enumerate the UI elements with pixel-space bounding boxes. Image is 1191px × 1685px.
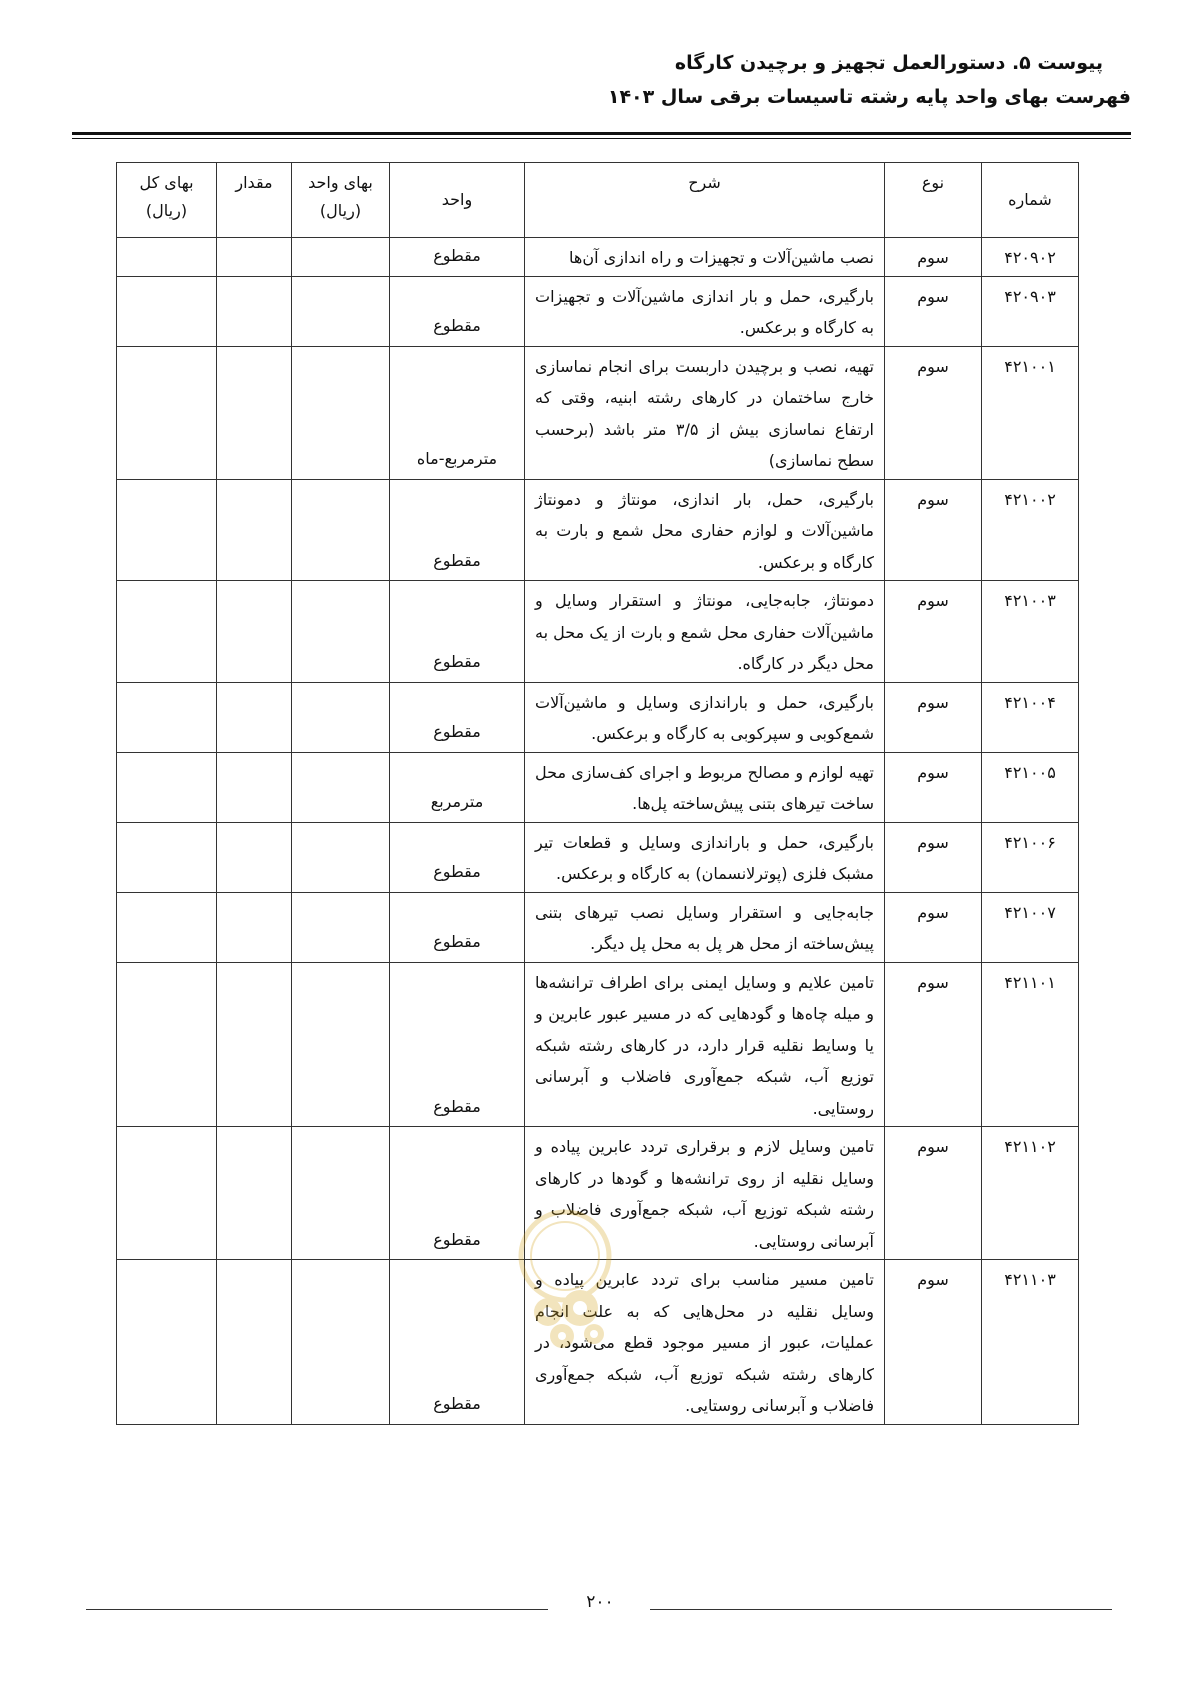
item-description: بارگیری، حمل و بار اندازی ماشین‌آلات و تجهیزات به کارگاه و برعکس. bbox=[525, 276, 885, 346]
item-total-price bbox=[117, 238, 217, 277]
table-row bbox=[117, 479, 1079, 581]
page-header bbox=[72, 48, 1131, 112]
page-number: ۲۰۰ bbox=[586, 1592, 614, 1612]
item-unit-price bbox=[292, 822, 390, 892]
item-unit: مقطوع bbox=[390, 822, 525, 892]
item-unit: مقطوع bbox=[390, 1127, 525, 1260]
item-quantity bbox=[217, 479, 292, 581]
item-unit: مترمربع bbox=[390, 752, 525, 822]
footer-rule-right bbox=[650, 1609, 1112, 1610]
header-unit: واحد bbox=[390, 163, 525, 238]
header-total-price: بهای کل (ریال) bbox=[117, 163, 217, 238]
item-unit-price bbox=[292, 238, 390, 277]
header-rule-thin bbox=[72, 138, 1131, 139]
item-description: تامین علایم و وسایل ایمنی برای اطراف ترانشه‌ها و میله چاه‌ها و گودهایی که در مسیر عبور عابرین و یا وسایط نقلیه قرار دارد، در کارهای رشته شبکه توزیع آب، شبکه جمع‌آوری فاضلاب و آبرسانی روستایی. bbox=[525, 962, 885, 1127]
item-unit-price bbox=[292, 752, 390, 822]
item-total-price bbox=[117, 892, 217, 962]
item-description: تامین مسیر مناسب برای تردد عابرین پیاده و وسایل نقلیه در محل‌هایی که به علت انجام عملیات، عبور از مسیر موجود قطع می‌شود، در کارهای رشته شبکه توزیع آب، شبکه جمع‌آوری فاضلاب و آبرسانی روستایی. bbox=[525, 1260, 885, 1425]
item-description: تهیه لوازم و مصالح مربوط و اجرای کف‌سازی محل ساخت تیرهای بتنی پیش‌ساخته پل‌ها. bbox=[525, 752, 885, 822]
item-quantity bbox=[217, 1127, 292, 1260]
item-description: تامین وسایل لازم و برقراری تردد عابرین پیاده و وسایل نقلیه از روی ترانشه‌ها و گودها در کارهای رشته شبکه توزیع آب، شبکه جمع‌آوری فاضلاب و آبرسانی روستایی. bbox=[525, 1127, 885, 1260]
item-unit: مقطوع bbox=[390, 276, 525, 346]
item-type: سوم bbox=[885, 682, 982, 752]
table-row bbox=[117, 238, 1079, 277]
header-type: نوع bbox=[885, 163, 982, 238]
item-unit: مقطوع bbox=[390, 682, 525, 752]
item-description: بارگیری، حمل و باراندازی وسایل و قطعات تیر مشبک فلزی (پوترلانسمان) به کارگاه و برعکس. bbox=[525, 822, 885, 892]
header-description: شرح bbox=[525, 163, 885, 238]
document-title: فهرست بهای واحد پایه رشته تاسیسات برقی سال ۱۴۰۳ bbox=[607, 86, 1131, 108]
item-unit-price bbox=[292, 479, 390, 581]
item-description: دمونتاژ، جابه‌جایی، مونتاژ و استقرار وسایل و ماشین‌آلات حفاری محل شمع و بارت از یک محل به محل دیگر در کارگاه. bbox=[525, 581, 885, 683]
table-row bbox=[117, 822, 1079, 892]
appendix-title: پیوست ۵. دستورالعمل تجهیز و برچیدن کارگاه bbox=[674, 52, 1103, 74]
item-quantity bbox=[217, 892, 292, 962]
item-type: سوم bbox=[885, 1260, 982, 1425]
item-total-price bbox=[117, 682, 217, 752]
item-number: ۴۲۰۹۰۳ bbox=[982, 276, 1079, 346]
item-number: ۴۲۱۰۰۱ bbox=[982, 346, 1079, 479]
item-unit: مقطوع bbox=[390, 238, 525, 277]
item-number: ۴۲۰۹۰۲ bbox=[982, 238, 1079, 277]
table-header-row bbox=[117, 163, 1079, 238]
item-number: ۴۲۱۰۰۷ bbox=[982, 892, 1079, 962]
item-unit: مترمربع-ماه bbox=[390, 346, 525, 479]
item-unit-price bbox=[292, 962, 390, 1127]
item-unit-price bbox=[292, 346, 390, 479]
item-total-price bbox=[117, 1127, 217, 1260]
item-unit-price bbox=[292, 682, 390, 752]
table-row bbox=[117, 581, 1079, 683]
item-total-price bbox=[117, 479, 217, 581]
item-total-price bbox=[117, 822, 217, 892]
item-type: سوم bbox=[885, 479, 982, 581]
item-type: سوم bbox=[885, 276, 982, 346]
table-row bbox=[117, 752, 1079, 822]
item-type: سوم bbox=[885, 892, 982, 962]
item-quantity bbox=[217, 752, 292, 822]
item-total-price bbox=[117, 1260, 217, 1425]
item-unit-price bbox=[292, 892, 390, 962]
item-quantity bbox=[217, 276, 292, 346]
item-unit: مقطوع bbox=[390, 1260, 525, 1425]
item-total-price bbox=[117, 581, 217, 683]
item-number: ۴۲۱۰۰۴ bbox=[982, 682, 1079, 752]
item-description: نصب ماشین‌آلات و تجهیزات و راه اندازی آن‌ها bbox=[525, 238, 885, 277]
item-total-price bbox=[117, 276, 217, 346]
item-total-price bbox=[117, 346, 217, 479]
item-type: سوم bbox=[885, 238, 982, 277]
item-unit: مقطوع bbox=[390, 581, 525, 683]
item-unit: مقطوع bbox=[390, 479, 525, 581]
item-number: ۴۲۱۰۰۵ bbox=[982, 752, 1079, 822]
header-quantity: مقدار bbox=[217, 163, 292, 238]
item-quantity bbox=[217, 238, 292, 277]
seal-watermark bbox=[506, 1204, 624, 1364]
item-number: ۴۲۱۱۰۲ bbox=[982, 1127, 1079, 1260]
header-rule-thick bbox=[72, 132, 1131, 135]
table-row bbox=[117, 276, 1079, 346]
item-type: سوم bbox=[885, 962, 982, 1127]
item-unit: مقطوع bbox=[390, 962, 525, 1127]
item-description: تهیه، نصب و برچیدن داربست برای انجام نماسازی خارج ساختمان در کارهای رشته ابنیه، وقتی که ارتفاع نماسازی بیش از ۳/۵ متر باشد (برحسب سطح نماسازی) bbox=[525, 346, 885, 479]
item-description: بارگیری، حمل، بار اندازی، مونتاژ و دمونتاژ ماشین‌آلات و لوازم حفاری محل شمع و بارت به کارگاه و برعکس. bbox=[525, 479, 885, 581]
item-type: سوم bbox=[885, 1127, 982, 1260]
item-quantity bbox=[217, 346, 292, 479]
item-quantity bbox=[217, 822, 292, 892]
item-unit-price bbox=[292, 1260, 390, 1425]
item-quantity bbox=[217, 682, 292, 752]
header-unit-price: بهای واحد (ریال) bbox=[292, 163, 390, 238]
item-type: سوم bbox=[885, 581, 982, 683]
item-description: بارگیری، حمل و باراندازی وسایل و ماشین‌آلات شمع‌کوبی و سپرکوبی به کارگاه و برعکس. bbox=[525, 682, 885, 752]
item-unit-price bbox=[292, 581, 390, 683]
item-number: ۴۲۱۱۰۳ bbox=[982, 1260, 1079, 1425]
footer-rule-left bbox=[86, 1609, 548, 1610]
item-type: سوم bbox=[885, 752, 982, 822]
item-number: ۴۲۱۰۰۳ bbox=[982, 581, 1079, 683]
item-unit-price bbox=[292, 276, 390, 346]
table-row bbox=[117, 682, 1079, 752]
item-number: ۴۲۱۰۰۶ bbox=[982, 822, 1079, 892]
item-number: ۴۲۱۱۰۱ bbox=[982, 962, 1079, 1127]
item-unit: مقطوع bbox=[390, 892, 525, 962]
item-quantity bbox=[217, 581, 292, 683]
table-row bbox=[117, 346, 1079, 479]
header-number: شماره bbox=[982, 163, 1079, 238]
item-quantity bbox=[217, 1260, 292, 1425]
item-type: سوم bbox=[885, 822, 982, 892]
item-type: سوم bbox=[885, 346, 982, 479]
item-number: ۴۲۱۰۰۲ bbox=[982, 479, 1079, 581]
item-total-price bbox=[117, 752, 217, 822]
item-total-price bbox=[117, 962, 217, 1127]
item-unit-price bbox=[292, 1127, 390, 1260]
table-row bbox=[117, 892, 1079, 962]
table-row bbox=[117, 962, 1079, 1127]
item-description: جابه‌جایی و استقرار وسایل نصب تیرهای بتنی پیش‌ساخته از محل هر پل به محل پل دیگر. bbox=[525, 892, 885, 962]
item-quantity bbox=[217, 962, 292, 1127]
